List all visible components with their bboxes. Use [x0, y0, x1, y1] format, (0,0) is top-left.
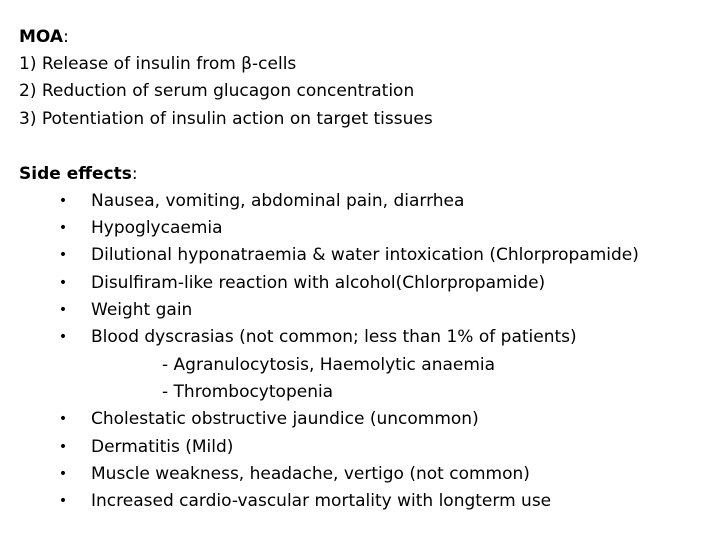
- moa-heading-line: [19, 27, 69, 47]
- side-effect-item: Dilutional hyponatraemia & water intoxication (Chlorpropamide): [91, 245, 639, 265]
- bullet-icon: •: [58, 493, 68, 509]
- side-effect-item: Weight gain: [91, 300, 193, 320]
- bullet-icon: •: [58, 329, 68, 345]
- moa-item-1: 1) Release of insulin from β-cells: [19, 54, 297, 74]
- bullet-icon: •: [58, 466, 68, 482]
- moa-colon: :: [63, 27, 69, 47]
- bullet-icon: •: [58, 275, 68, 291]
- side-effect-subitem: - Thrombocytopenia: [162, 382, 334, 402]
- moa-heading: MOA: [19, 27, 64, 47]
- bullet-icon: •: [58, 193, 68, 209]
- bullet-icon: •: [58, 439, 68, 455]
- moa-item-2: 2) Reduction of serum glucagon concentration: [19, 81, 415, 101]
- side-effect-item: Dermatitis (Mild): [91, 437, 234, 457]
- side-effect-item: Cholestatic obstructive jaundice (uncommon): [91, 409, 479, 429]
- bullet-icon: •: [58, 411, 68, 427]
- side-effect-item: Nausea, vomiting, abdominal pain, diarrhea: [91, 191, 465, 211]
- bullet-icon: •: [58, 302, 68, 318]
- side-effect-item: Disulfiram-like reaction with alcohol(Chlorpropamide): [91, 273, 546, 293]
- side-effect-subitem: - Agranulocytosis, Haemolytic anaemia: [162, 355, 496, 375]
- side-effect-item: Muscle weakness, headache, vertigo (not common): [91, 464, 530, 484]
- bullet-icon: •: [58, 247, 68, 263]
- side-effects-colon: :: [131, 164, 138, 184]
- bullet-icon: •: [58, 220, 68, 236]
- side-effect-item: Hypoglycaemia: [91, 218, 223, 238]
- side-effect-item: Increased cardio-vascular mortality with longterm use: [91, 491, 552, 511]
- side-effect-item: Blood dyscrasias (not common; less than 1% of patients): [91, 327, 577, 347]
- moa-item-3: 3) Potentiation of insulin action on target tissues: [19, 109, 433, 129]
- side-effects-heading-line: [19, 164, 138, 184]
- side-effects-heading: Side effects: [19, 164, 132, 184]
